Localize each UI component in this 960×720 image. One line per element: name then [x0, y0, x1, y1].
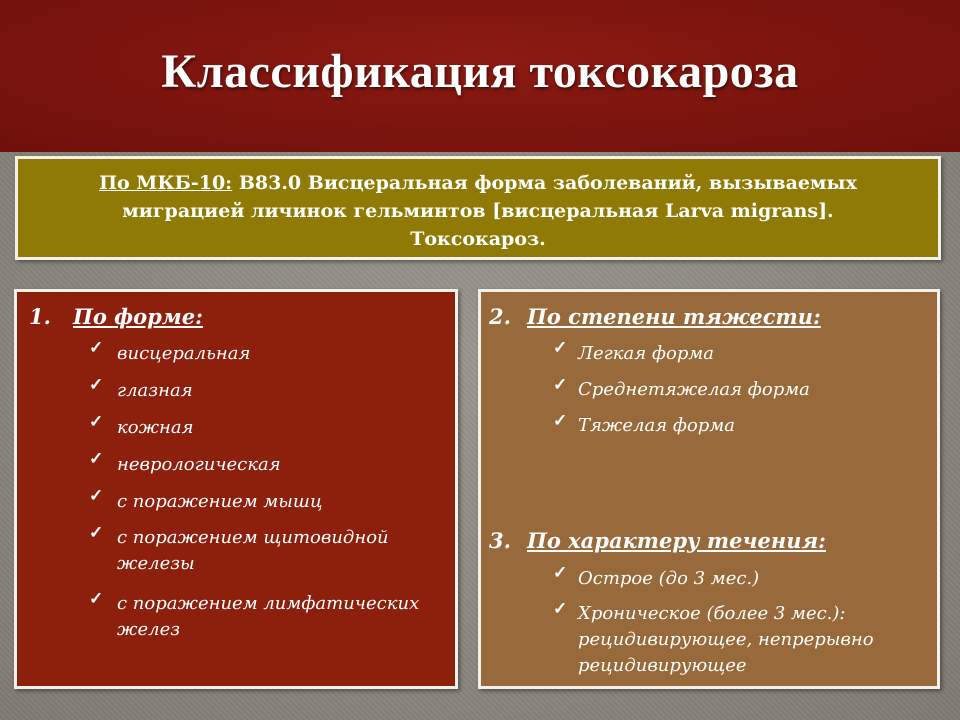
check-icon: ✓ [553, 375, 568, 395]
check-icon: ✓ [89, 338, 104, 358]
form-heading-number: 1. [29, 304, 51, 329]
course-item-chronic-line1: Хроническое (более 3 мес.): [578, 603, 846, 624]
severity-course-panel [478, 289, 940, 689]
form-item-muscle: с поражением мышц [117, 491, 323, 512]
form-item-skin: кожная [117, 417, 194, 438]
form-item-visceral: висцеральная [117, 343, 251, 364]
severity-heading [489, 304, 821, 329]
check-icon: ✓ [89, 523, 104, 543]
title-bar [0, 0, 960, 152]
course-heading [489, 528, 826, 553]
form-item-thyroid-line2: железы [117, 553, 195, 574]
form-heading-text: По форме: [73, 304, 203, 329]
course-heading-number: 3. [489, 528, 511, 553]
severity-item-severe: Тяжелая форма [578, 415, 735, 436]
form-item-thyroid [117, 525, 389, 577]
check-icon: ✓ [89, 449, 104, 469]
check-icon: ✓ [89, 589, 104, 609]
slide-title: Классификация токсокароза [161, 45, 799, 98]
icd-classification-box [15, 156, 941, 260]
icd-line-3: Токсокароз. [410, 228, 546, 250]
icd-line-1 [18, 169, 938, 197]
form-item-thyroid-line1: с поражением щитовидной [117, 527, 389, 548]
form-item-neurological: неврологическая [117, 454, 281, 475]
severity-item-moderate: Среднетяжелая форма [578, 379, 810, 400]
form-item-ocular: глазная [117, 380, 193, 401]
form-classification-panel [14, 289, 458, 689]
check-icon: ✓ [553, 563, 568, 583]
severity-heading-text: По степени тяжести: [527, 304, 821, 329]
icd-line-2: миграцией личинок гельминтов [висцеральная Larva migrans]. [122, 200, 834, 222]
course-item-acute: Острое (до 3 мес.) [578, 568, 760, 589]
course-heading-text: По характеру течения: [527, 528, 826, 553]
severity-heading-number: 2. [489, 304, 511, 329]
course-item-chronic-line3: рецидивирующее [578, 655, 747, 676]
course-item-chronic [578, 601, 874, 679]
form-item-lymphatic-line1: с поражением лимфатических [117, 593, 420, 614]
form-item-lymphatic [117, 591, 419, 643]
check-icon: ✓ [553, 411, 568, 431]
check-icon: ✓ [553, 599, 568, 619]
check-icon: ✓ [553, 338, 568, 358]
severity-item-mild: Легкая форма [578, 343, 714, 364]
course-item-chronic-line2: рецидивирующее, непрерывно [578, 629, 874, 650]
form-heading [29, 304, 203, 329]
check-icon: ✓ [89, 412, 104, 432]
form-item-lymphatic-line2: желез [117, 619, 181, 640]
check-icon: ✓ [89, 486, 104, 506]
icd-prefix: По МКБ-10: [99, 172, 233, 194]
icd-line-1-rest: В83.0 Висцеральная форма заболеваний, вызываемых [232, 172, 857, 194]
check-icon: ✓ [89, 375, 104, 395]
